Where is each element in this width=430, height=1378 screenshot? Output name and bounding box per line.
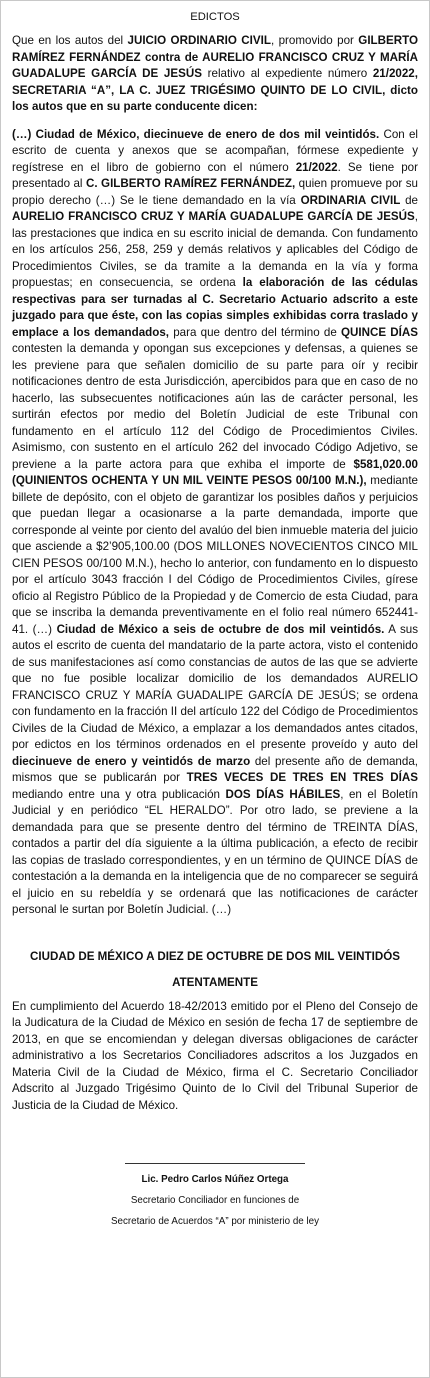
signer-role-line-1: Secretario Conciliador en funciones de xyxy=(130,1195,300,1206)
bold-text-run: JUICIO ORDINARIO CIVIL xyxy=(127,34,271,47)
text-run: , en el Boletín Judicial y en periódico “EL HERALDO”. Por otro lado, se previene a la demandada para que se presente dentro del término de TREINTA DÍAS, contados a partir del día siguiente a la última publicación, a efecto de recibir las copias de traslado correspondientes, y en un término de QUINCE DÍAS de contestación a la demanda en la inteligencia que de no comparecer se seguirá el juicio en su rebeldía y se ordenará que las notificaciones de carácter personal le surtan por Boletín Judicial. (…) xyxy=(12,787,419,916)
text-run: Con el escrito de cuenta y anexos que se acompañan, fórmese expediente y regístrese en el libro de gobierno con el número xyxy=(12,127,419,174)
bold-text-run: (…) Ciudad de México, diecinueve de enero de dos mil veintidós. xyxy=(12,127,380,141)
intro-paragraph xyxy=(12,33,418,116)
spacer xyxy=(12,1114,418,1163)
bold-text-run: $581,020.00 (QUINIENTOS OCHENTA Y UN MIL VEINTE PESOS 00/100 M.N.), xyxy=(12,457,418,487)
text-run: quien promueve por su propio derecho (…) Se le tiene demandado en la vía xyxy=(12,177,418,207)
bold-text-run: Ciudad de México a seis de octubre de dos mil veintidós. xyxy=(56,622,385,636)
spacer xyxy=(12,991,418,999)
resolution-paragraph xyxy=(12,127,418,919)
bold-text-run: AURELIO FRANCISCO CRUZ Y MARÍA GUADALUPE GARCÍA DE JESÚS xyxy=(12,210,415,223)
salutation-heading: ATENTAMENTE xyxy=(172,975,258,989)
bold-text-run: la elaboración de las cédulas respectivas para ser turnadas al C. Secretario Actuario adscrito a este juzgado para que éste, con las copias simples exhibidas corra traslado y emplace a los demandados, xyxy=(12,276,418,339)
edict-content xyxy=(12,9,418,1229)
spacer xyxy=(12,1164,418,1173)
text-run: , promovido por xyxy=(270,34,359,47)
bold-text-run: C. GILBERTO RAMÍREZ FERNÁNDEZ, xyxy=(85,177,296,190)
text-run: mediante billete de depósito, con el objeto de garantizar los posibles daños y perjuicios que puedan llegar a ocasionarse a la parte demandada, importe que corresponde al veinte por ciento del avalúo del bien inmueble materia del juicio que asciende a $2’905,100.00 (DOS MILLONES NOVECIENTOS CINCO MIL CIEN PESOS 00/100 M.N.), hecho lo anterior, con fundamento en lo dispuesto por el artículo 3043 fracción I del Código de Procedimientos Civiles, gírese oficio al Registro Público de la Propiedad y de Comercio de esta Ciudad, para que se inscriba la demanda preventivamente en el folio real número 652441-41. (…) xyxy=(12,474,418,636)
bold-text-run: TRES VECES DE TRES EN TRES DÍAS xyxy=(186,771,418,784)
spacer xyxy=(12,1208,418,1215)
text-run: contesten la demanda y opongan sus excepciones y defensas, a quienes se les previene para que señalen domicilio de su parte para oír y recibir notificaciones dentro de esta Jurisdicción, apercibidos para que en caso de no hacerlo, las subsecuentes notificaciones aún las de carácter personal, les surtirán efectos por medio del Boletín Judicial de este Tribunal con fundamento en el artículo 112 del Código de Procedimientos Civiles. Asimismo, con sustento en el artículo 262 del invocado Código Adjetivo, se previene a la parte actora para que exhiba el importe de xyxy=(12,342,418,471)
place-date-heading: CIUDAD DE MÉXICO A DIEZ DE OCTUBRE DE DOS MIL VEINTIDÓS xyxy=(30,949,400,963)
text-run: . Se tiene por presentado al xyxy=(12,160,418,190)
signer-name: Lic. Pedro Carlos Núñez Ortega xyxy=(141,1174,289,1185)
spacer xyxy=(12,1187,418,1194)
bold-text-run: diecinueve de enero y veintidós de marzo xyxy=(12,754,251,768)
text-run: relativo al expediente número xyxy=(201,67,373,80)
bold-text-run: QUINCE DÍAS xyxy=(341,325,419,339)
signer-role-line-2: Secretario de Acuerdos “A” por ministerio de ley xyxy=(110,1216,319,1227)
text-run: de xyxy=(400,193,418,207)
bold-text-run: ORDINARIA CIVIL xyxy=(300,193,401,207)
spacer xyxy=(12,919,418,949)
compliance-paragraph: En cumplimiento del Acuerdo 18-42/2013 emitido por el Pleno del Consejo de la Judicatura de la Ciudad de México en sesión de fecha 17 de septiembre de 2013, en que se encomiendan y delegan diversas obligaciones de carácter administrativo a los Secretarios Conciliadores adscritos a los Juzgados en Materia Civil de la Ciudad de México, firma el C. Secretario Conciliador Adscrito al Juzgado Trigésimo Quinto de lo Civil del Tribunal Superior de Justicia de la Ciudad de México. xyxy=(12,999,418,1112)
text-run: A sus autos el escrito de cuenta del mandatario de la parte actora, visto el contenido de sus manifestaciones así como constancias de autos de las que se advierte que no fue posible localizar domicilio de los demandados AURELIO FRANCISCO CRUZ Y MARÍA GUADALIPE GARCÍA DE JESÚS; se ordena con fundamento en la fracción II del artículo 122 del Código de Procedimientos Civiles de la Ciudad de México, a emplazar a los demandados antes citados, por edictos en los términos ordenados en el presente proveído y auto del xyxy=(12,622,418,751)
bold-text-run: 21/2022 xyxy=(295,160,338,174)
text-run: del presente año de demanda, mismos que se publicarán por xyxy=(12,754,418,784)
text-run: Que en los autos del xyxy=(12,34,128,47)
spacer xyxy=(12,116,418,127)
text-run: para que dentro del término de xyxy=(169,325,341,339)
text-run: mediando entre una y otra publicación xyxy=(12,787,226,801)
bold-text-run: 21/2022, SECRETARIA “A”, LA C. JUEZ TRIGÉSIMO QUINTO DE LO CIVIL, dicto los autos que en su parte conducente dicen: xyxy=(12,67,418,113)
spacer xyxy=(12,965,418,975)
text-run: , las prestaciones que indica en su escrito inicial de demanda. Con fundamento en los artículos 256, 258, 259 y demás relativos y aplicables del Código de Procedimientos Civiles, se da tramite a la demanda en la vía y forma propuestas; en consecuencia, se ordena xyxy=(12,210,418,289)
bold-text-run: DOS DÍAS HÁBILES xyxy=(225,787,341,801)
bold-text-run: GILBERTO RAMÍREZ FERNÁNDEZ contra de AURELIO FRANCISCO CRUZ Y MARÍA GUADALUPE GARCÍA DE JESÚS xyxy=(12,34,418,80)
edict-title: EDICTOS xyxy=(190,11,240,23)
